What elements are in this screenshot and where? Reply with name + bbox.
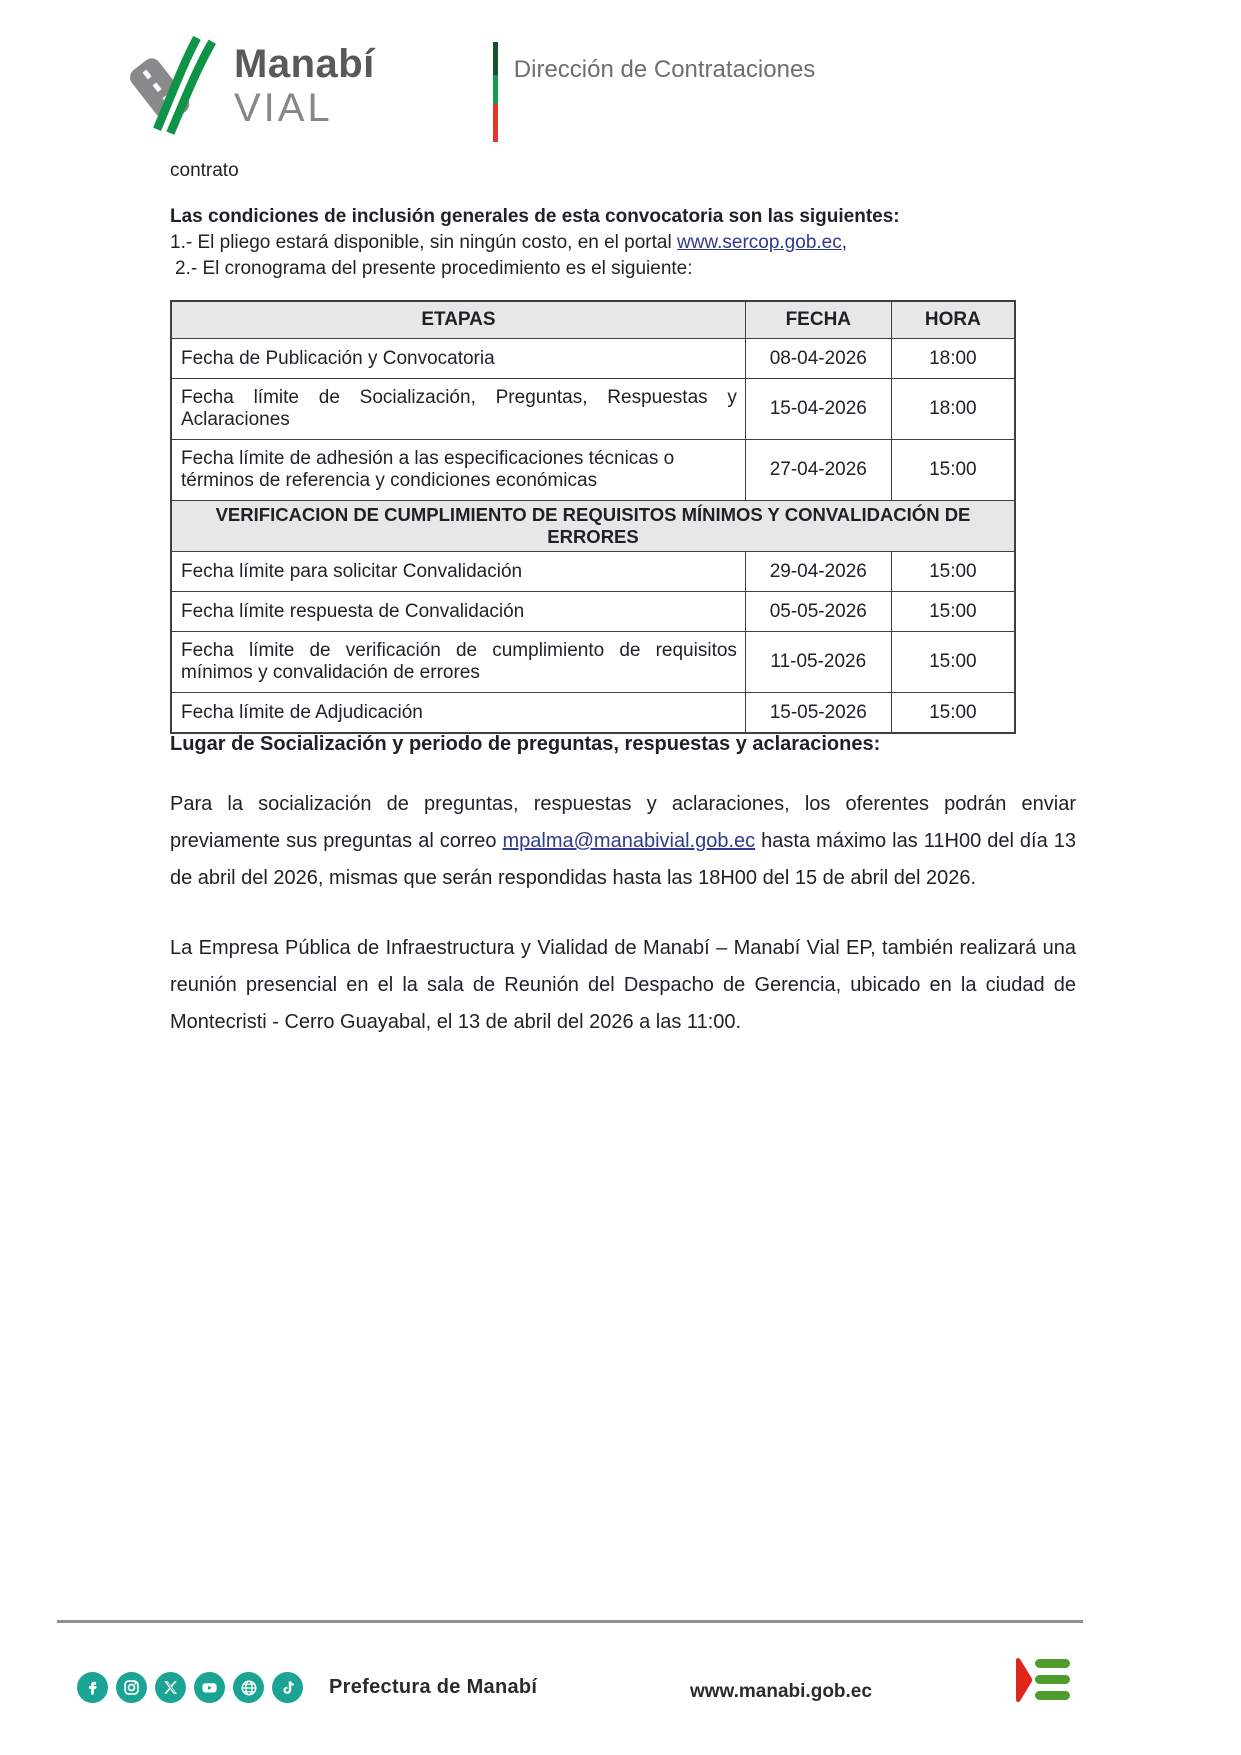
etapa-cell: Fecha límite para solicitar Convalidación (171, 552, 745, 592)
etapa-cell: Fecha límite de adhesión a las especificaciones técnicas o términos de referencia y condiciones económicas (171, 440, 745, 501)
fecha-cell: 27-04-2026 (745, 440, 891, 501)
tiktok-icon[interactable] (272, 1672, 303, 1703)
table-section-row (171, 501, 1015, 552)
prefectura-logo-icon (1014, 1653, 1072, 1707)
table-row (171, 339, 1015, 379)
facebook-icon[interactable] (77, 1672, 108, 1703)
section-header-cell: VERIFICACION DE CUMPLIMIENTO DE REQUISITOS MÍNIMOS Y CONVALIDACIÓN DE ERRORES (171, 501, 1015, 552)
brand-manabi: Manabí (234, 42, 375, 86)
hora-cell: 18:00 (891, 379, 1015, 440)
youtube-icon[interactable] (194, 1672, 225, 1703)
hora-cell: 15:00 (891, 693, 1015, 734)
page-header (128, 36, 815, 142)
column-header-etapas: ETAPAS (171, 301, 745, 339)
hora-cell: 18:00 (891, 339, 1015, 379)
etapa-cell: Fecha límite de Socialización, Preguntas, Respuestas y Aclaraciones (171, 379, 745, 440)
condition-item-1-text: 1.- El pliego estará disponible, sin ningún costo, en el portal (170, 232, 677, 253)
table-row (171, 552, 1015, 592)
column-header-hora: HORA (891, 301, 1015, 339)
email-link[interactable]: mpalma@manabivial.gob.ec (502, 830, 756, 852)
table-row (171, 693, 1015, 734)
fecha-cell: 15-05-2026 (745, 693, 891, 734)
paragraph-text: Para la socialización de preguntas, respuestas y aclaraciones, los oferentes podrán enviar previamente sus preguntas al correo (170, 793, 1076, 852)
conditions-heading: Las condiciones de inclusión generales de esta convocatoria son las siguientes: (170, 206, 900, 227)
condition-item-1-suffix: , (841, 232, 848, 253)
table-row (171, 632, 1015, 693)
footer-organization: Prefectura de Manabí (329, 1676, 538, 1698)
footer-website: www.manabi.gob.ec (690, 1681, 872, 1702)
fecha-cell: 08-04-2026 (745, 339, 891, 379)
fecha-cell: 11-05-2026 (745, 632, 891, 693)
department-title: Dirección de Contrataciones (513, 56, 816, 83)
hora-cell: 15:00 (891, 592, 1015, 632)
condition-item-1 (170, 230, 1075, 256)
intro-word: contrato (170, 160, 239, 181)
table-header-row (171, 301, 1015, 339)
socialization-paragraph-1 (170, 786, 1076, 897)
condition-item-2: 2.- El cronograma del presente procedimiento es el siguiente: (175, 258, 693, 279)
brand-wordmark (234, 44, 375, 128)
header-divider-bar (493, 42, 498, 142)
sercop-link[interactable]: www.sercop.gob.ec (676, 232, 842, 253)
hora-cell: 15:00 (891, 440, 1015, 501)
globe-icon[interactable] (233, 1672, 264, 1703)
table-row (171, 379, 1015, 440)
fecha-cell: 05-05-2026 (745, 592, 891, 632)
brand-vial: VIAL (234, 86, 333, 130)
etapa-cell: Fecha de Publicación y Convocatoria (171, 339, 745, 379)
footer-divider (57, 1620, 1083, 1623)
etapa-cell: Fecha límite respuesta de Convalidación (171, 592, 745, 632)
fecha-cell: 29-04-2026 (745, 552, 891, 592)
schedule-table (170, 300, 1016, 734)
table-row (171, 592, 1015, 632)
hora-cell: 15:00 (891, 552, 1015, 592)
hora-cell: 15:00 (891, 632, 1015, 693)
footer-social-row (77, 1672, 537, 1703)
paragraph-text: hasta máximo las 11H00 del día 13 de abril del 2026, mismas que serán respondidas hasta las 18H00 del 15 de abril del 2026. (170, 830, 1076, 889)
table-row (171, 440, 1015, 501)
etapa-cell: Fecha límite de verificación de cumplimiento de requisitos mínimos y convalidación de errores (171, 632, 745, 693)
socialization-paragraph-2: La Empresa Pública de Infraestructura y Vialidad de Manabí – Manabí Vial EP, también realizará una reunión presencial en el la sala de Reunión del Despacho de Gerencia, ubicado en la ciudad de Montecristi - Cerro Guayabal, el 13 de abril del 2026 a las 11:00. (170, 937, 1076, 1033)
manabi-vial-road-icon (128, 36, 228, 136)
column-header-fecha: FECHA (745, 301, 891, 339)
x-icon[interactable] (155, 1672, 186, 1703)
instagram-icon[interactable] (116, 1672, 147, 1703)
etapa-cell: Fecha límite de Adjudicación (171, 693, 745, 734)
socialization-heading: Lugar de Socialización y periodo de preguntas, respuestas y aclaraciones: (170, 733, 881, 755)
fecha-cell: 15-04-2026 (745, 379, 891, 440)
